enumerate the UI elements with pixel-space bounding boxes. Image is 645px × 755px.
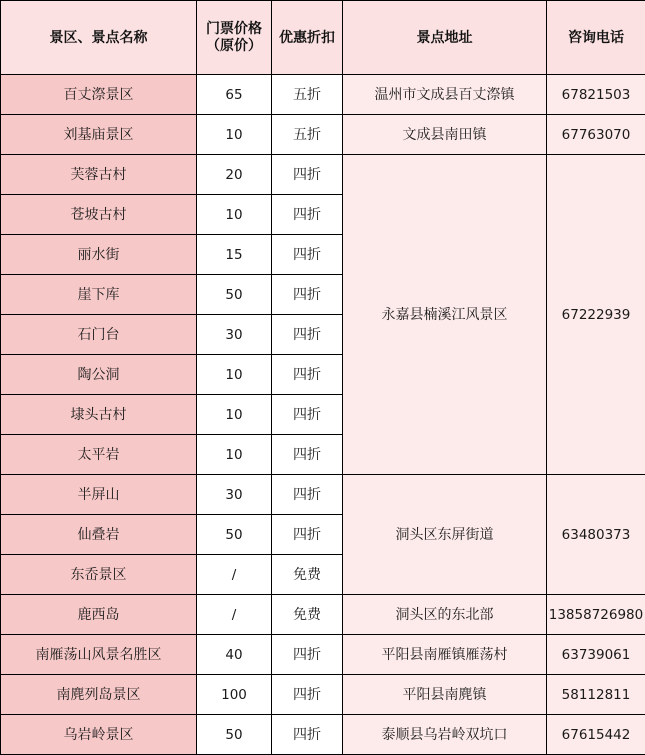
cell-name: 苍坡古村 (1, 195, 197, 235)
cell-address: 洞头区东屏街道 (343, 475, 547, 595)
cell-price: 50 (197, 515, 272, 555)
cell-price: 10 (197, 395, 272, 435)
cell-name: 仙叠岩 (1, 515, 197, 555)
cell-discount: 免费 (272, 595, 343, 635)
cell-name: 太平岩 (1, 435, 197, 475)
cell-price: 100 (197, 675, 272, 715)
cell-name: 鹿西岛 (1, 595, 197, 635)
cell-name: 南雁荡山风景名胜区 (1, 635, 197, 675)
cell-discount: 四折 (272, 435, 343, 475)
cell-discount: 四折 (272, 515, 343, 555)
cell-discount: 四折 (272, 315, 343, 355)
cell-price: 40 (197, 635, 272, 675)
cell-name: 东岙景区 (1, 555, 197, 595)
cell-phone: 67763070 (547, 115, 645, 155)
cell-price: / (197, 595, 272, 635)
cell-address: 洞头区的东北部 (343, 595, 547, 635)
cell-discount: 四折 (272, 715, 343, 755)
cell-discount: 四折 (272, 675, 343, 715)
cell-address: 温州市文成县百丈漈镇 (343, 75, 547, 115)
cell-price: 10 (197, 115, 272, 155)
cell-discount: 四折 (272, 195, 343, 235)
cell-address: 永嘉县楠溪江风景区 (343, 155, 547, 475)
table-row (1, 475, 645, 515)
cell-name: 刘基庙景区 (1, 115, 197, 155)
header-address: 景点地址 (343, 1, 547, 75)
cell-name: 丽水街 (1, 235, 197, 275)
cell-price: 10 (197, 195, 272, 235)
cell-phone: 58112811 (547, 675, 645, 715)
cell-price: / (197, 555, 272, 595)
cell-price: 50 (197, 715, 272, 755)
table-row (1, 635, 645, 675)
cell-price: 65 (197, 75, 272, 115)
table-row (1, 75, 645, 115)
header-name: 景区、景点名称 (1, 1, 197, 75)
cell-name: 半屏山 (1, 475, 197, 515)
table-row (1, 155, 645, 195)
cell-phone: 67222939 (547, 155, 645, 475)
cell-phone: 63480373 (547, 475, 645, 595)
cell-price: 50 (197, 275, 272, 315)
cell-discount: 四折 (272, 275, 343, 315)
header-discount: 优惠折扣 (272, 1, 343, 75)
table-row (1, 715, 645, 755)
cell-name: 百丈漈景区 (1, 75, 197, 115)
cell-discount: 四折 (272, 355, 343, 395)
cell-name: 埭头古村 (1, 395, 197, 435)
cell-name: 芙蓉古村 (1, 155, 197, 195)
cell-discount: 五折 (272, 75, 343, 115)
cell-phone: 13858726980 (547, 595, 645, 635)
cell-price: 15 (197, 235, 272, 275)
cell-price: 30 (197, 475, 272, 515)
table-row (1, 595, 645, 635)
cell-discount: 五折 (272, 115, 343, 155)
cell-name: 崖下库 (1, 275, 197, 315)
cell-discount: 四折 (272, 235, 343, 275)
cell-discount: 四折 (272, 475, 343, 515)
cell-discount: 四折 (272, 155, 343, 195)
cell-price: 20 (197, 155, 272, 195)
cell-phone: 67821503 (547, 75, 645, 115)
cell-name: 陶公洞 (1, 355, 197, 395)
cell-name: 乌岩岭景区 (1, 715, 197, 755)
header-price-text: 门票价格 （原价） (206, 20, 262, 54)
table-header-row (1, 1, 645, 75)
cell-discount: 四折 (272, 395, 343, 435)
header-phone: 咨询电话 (547, 1, 645, 75)
cell-phone: 63739061 (547, 635, 645, 675)
cell-address: 文成县南田镇 (343, 115, 547, 155)
cell-address: 泰顺县乌岩岭双坑口 (343, 715, 547, 755)
cell-discount: 四折 (272, 635, 343, 675)
table-row (1, 675, 645, 715)
cell-price: 30 (197, 315, 272, 355)
table-row (1, 115, 645, 155)
cell-price: 10 (197, 435, 272, 475)
cell-phone: 67615442 (547, 715, 645, 755)
cell-address: 平阳县南雁镇雁荡村 (343, 635, 547, 675)
cell-name: 南麂列岛景区 (1, 675, 197, 715)
cell-name: 石门台 (1, 315, 197, 355)
cell-price: 10 (197, 355, 272, 395)
header-price (197, 1, 272, 75)
cell-address: 平阳县南麂镇 (343, 675, 547, 715)
cell-discount: 免费 (272, 555, 343, 595)
